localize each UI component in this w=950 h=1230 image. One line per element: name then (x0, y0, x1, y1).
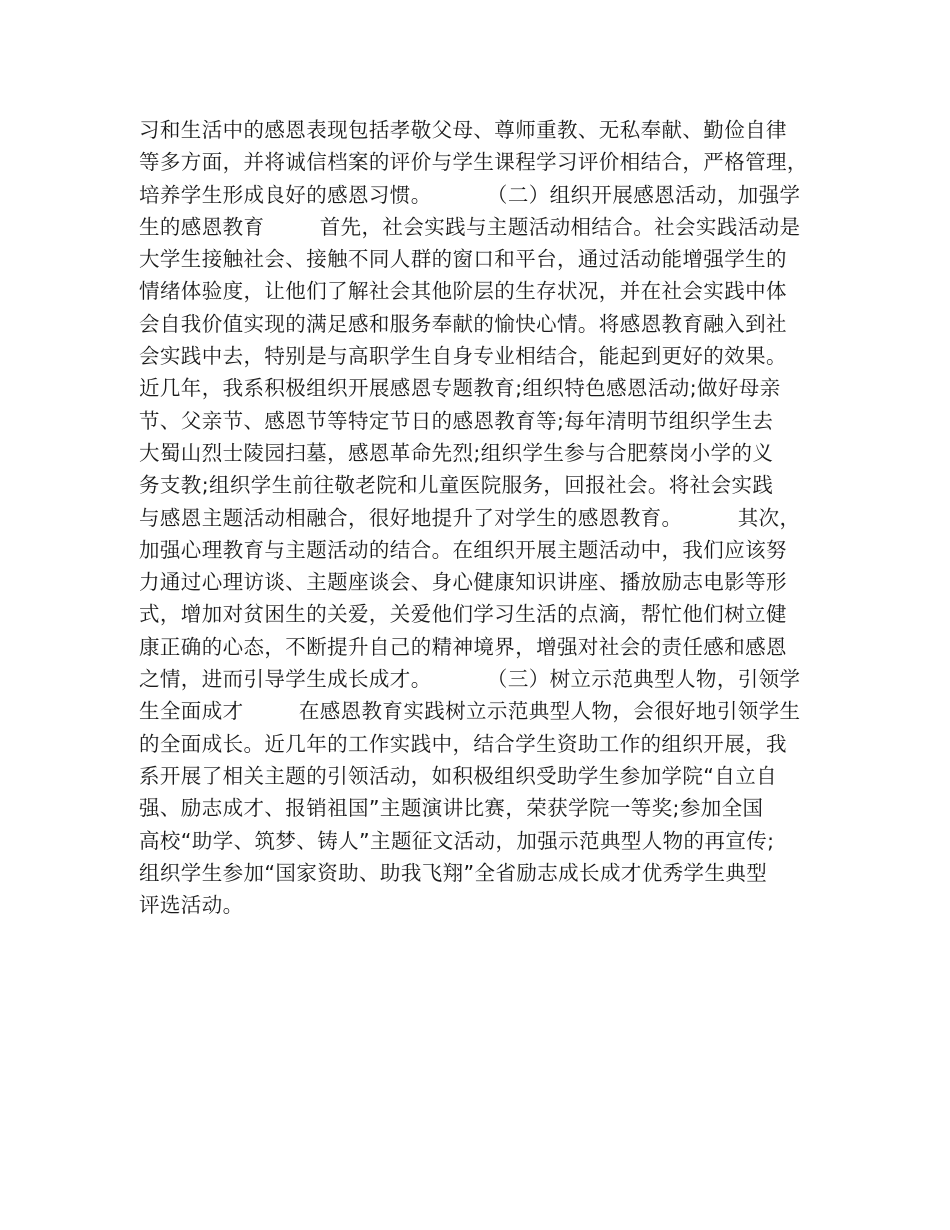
text-line: 近几年，我系积极组织开展感恩专题教育;组织特色感恩活动;做好母亲 (139, 376, 781, 401)
text-line: 大蜀山烈士陵园扫墓，感恩革命先烈;组织学生参与合肥蔡岗小学的义 (139, 440, 774, 465)
text-line: 康正确的心态，不断提升自己的精神境界，增强对社会的责任感和感恩 (139, 634, 787, 659)
text-line: 务支教;组织学生前往敬老院和儿童医院服务，回报社会。将社会实践 (139, 473, 774, 498)
text-line: 习和生活中的感恩表现包括孝敬父母、尊师重教、无私奉献、勤俭自律 (139, 118, 787, 142)
text-line: 会自我价值实现的满足感和服务奉献的愉快心情。将感恩教育融入到社 (139, 311, 787, 336)
text-line: 组织学生参加“国家资助、助我飞翔”全省励志成长成才优秀学生典型 (139, 860, 768, 885)
text-line: 之情，进而引导学生成长成才。 （三）树立示范典型人物，引领学 (139, 667, 801, 692)
text-line: 培养学生形成良好的感恩习惯。 （二）组织开展感恩活动，加强学 (139, 182, 801, 207)
text-line: 情绪体验度，让他们了解社会其他阶层的生存状况，并在社会实践中体 (139, 279, 787, 304)
text-line: 等多方面，并将诚信档案的评价与学生课程学习评价相结合，严格管理， (139, 150, 808, 175)
text-line: 节、父亲节、感恩节等特定节日的感恩教育等;每年清明节组织学生去 (139, 408, 774, 433)
text-line: 大学生接触社会、接触不同人群的窗口和平台，通过活动能增强学生的 (139, 247, 787, 272)
text-line: 生的感恩教育 首先，社会实践与主题活动相结合。社会实践活动是 (139, 214, 801, 239)
text-line: 生全面成才 在感恩教育实践树立示范典型人物，会很好地引领学生 (139, 699, 801, 724)
text-line: 会实践中去，特别是与高职学生自身专业相结合，能起到更好的效果。 (139, 344, 787, 369)
text-line: 力通过心理访谈、主题座谈会、身心健康知识讲座、播放励志电影等形 (139, 570, 787, 595)
body-text (139, 114, 839, 921)
text-line: 评选活动。 (139, 893, 244, 918)
text-line: 系开展了相关主题的引领活动，如积极组织受助学生参加学院“自立自 (139, 763, 778, 788)
text-line: 高校“助学、筑梦、铸人”主题征文活动，加强示范典型人物的再宣传; (139, 828, 775, 853)
text-line: 强、励志成才、报销祖国”主题演讲比赛，荣获学院一等奖;参加全国 (139, 796, 764, 821)
text-line: 与感恩主题活动相融合，很好地提升了对学生的感恩教育。 其次， (139, 505, 801, 530)
text-line: 加强心理教育与主题活动的结合。在组织开展主题活动中，我们应该努 (139, 537, 787, 562)
text-line: 的全面成长。近几年的工作实践中，结合学生资助工作的组织开展，我 (139, 731, 787, 756)
text-line: 式，增加对贫困生的关爱，关爱他们学习生活的点滴，帮忙他们树立健 (139, 602, 787, 627)
